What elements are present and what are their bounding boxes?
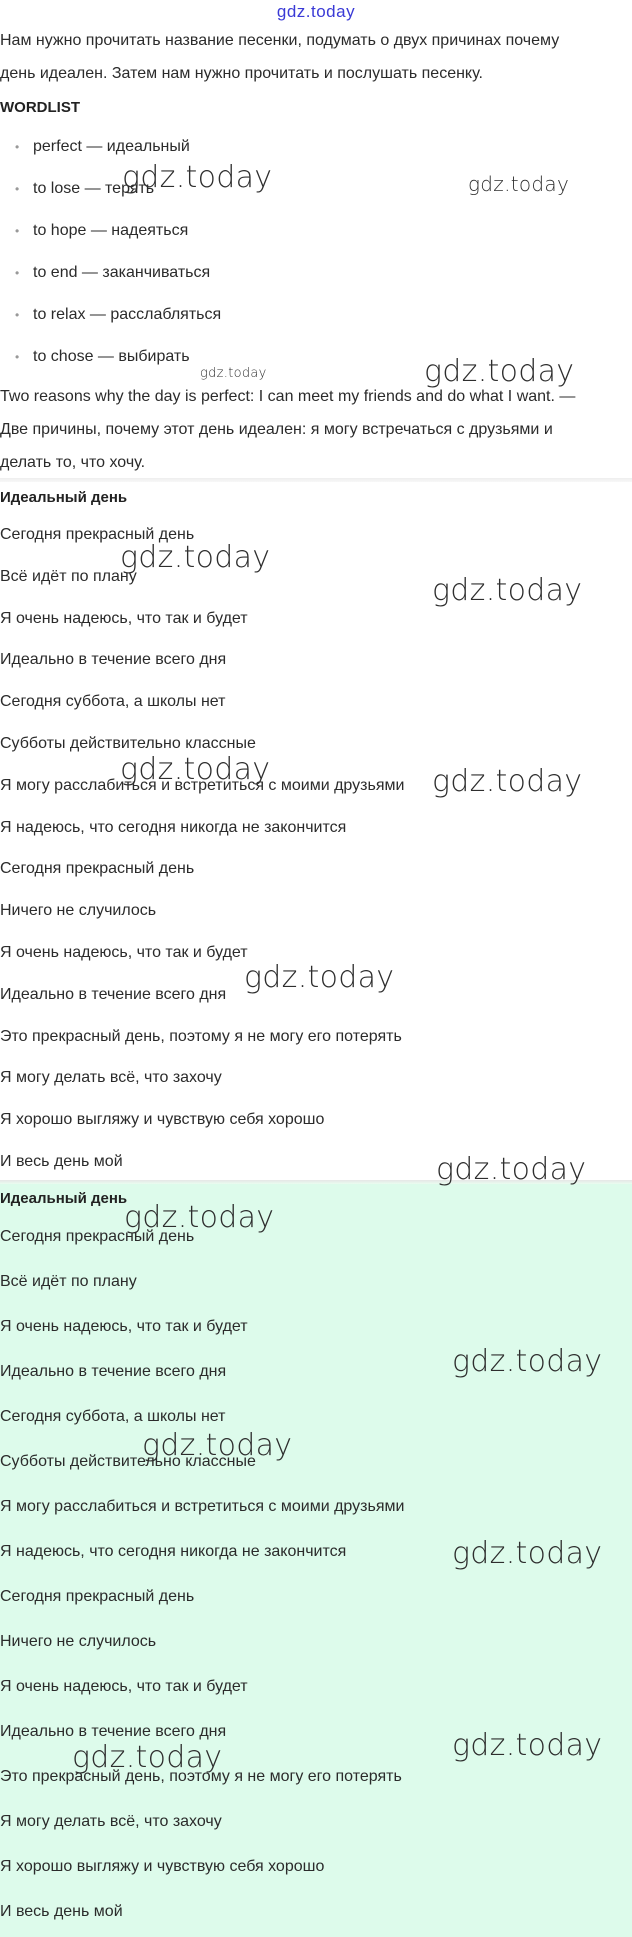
watermark: gdz.today (124, 1200, 275, 1235)
task-section (0, 24, 632, 480)
wordlist-heading: WORDLIST (0, 99, 80, 116)
song-line: Я могу расслабиться и встретиться с моими друзьями (0, 776, 405, 794)
song-line: Я могу делать всё, что захочу (0, 1069, 222, 1087)
song-line: Ничего не случилось (0, 1633, 157, 1650)
watermark: gdz.today (142, 1428, 293, 1463)
watermark: gdz.today (432, 764, 583, 799)
wordlist-item (0, 294, 632, 336)
site-logo[interactable]: gdz.today (276, 2, 356, 21)
wordlist-item (0, 168, 632, 210)
wordlist-item-text: to end — заканчиваться (33, 264, 211, 281)
answer-line-1: Two reasons why the day is perfect: I can meet my friends and do what I want. — (0, 388, 576, 405)
watermark: gdz.today (468, 172, 570, 196)
song-line: Я надеюсь, что сегодня никогда не закончится (0, 1543, 347, 1560)
song-line: Сегодня прекрасный день (0, 526, 195, 543)
song-line: Всё идёт по плану (0, 1273, 137, 1290)
wordlist-item-text: perfect — идеальный (33, 138, 190, 155)
watermark: gdz.today (452, 1344, 603, 1379)
song-line: Идеально в течение всего дня (0, 1723, 227, 1740)
song-repeat-section (0, 1184, 632, 1937)
song-line: Это прекрасный день, поэтому я не могу его потерять (0, 1027, 402, 1045)
song-line: Сегодня суббота, а школы нет (0, 1408, 226, 1425)
song-translation-section (0, 482, 632, 1182)
answer-line-2: Две причины, почему этот день идеален: я могу встречаться с друзьями и (0, 421, 553, 438)
watermark: gdz.today (424, 354, 575, 389)
bullet-icon: • (15, 140, 20, 154)
song-line: Это прекрасный день, поэтому я не могу его потерять (0, 1768, 402, 1785)
wordlist-item (0, 336, 632, 378)
bullet-icon: • (15, 224, 20, 238)
song-line: И весь день мой (0, 1152, 123, 1170)
wordlist-item (0, 126, 632, 168)
watermark: gdz.today (452, 1536, 603, 1571)
song-line: Сегодня прекрасный день (0, 1588, 195, 1605)
wordlist-item-text: to chose — выбирать (33, 348, 190, 365)
song-line: Идеально в течение всего дня (0, 651, 227, 669)
song-line: Идеально в течение всего дня (0, 985, 227, 1003)
song-line: Я очень надеюсь, что так и будет (0, 943, 248, 961)
song-line: Идеально в течение всего дня (0, 1363, 227, 1380)
song-line: Сегодня прекрасный день (0, 860, 195, 878)
wordlist-item-text: to hope — надеяться (33, 222, 189, 239)
watermark: gdz.today (452, 1728, 603, 1763)
watermark: gdz.today (72, 1740, 223, 1775)
song-line: Я могу делать всё, что захочу (0, 1813, 222, 1830)
song-lines (0, 1214, 632, 1934)
bullet-icon: • (15, 182, 20, 196)
wordlist-item (0, 210, 632, 252)
watermark: gdz.today (122, 160, 273, 195)
song-line: Я надеюсь, что сегодня никогда не закончится (0, 818, 347, 836)
song-line: Сегодня прекрасный день (0, 1228, 195, 1245)
instruction-line-1: Нам нужно прочитать название песенки, подумать о двух причинах почему (0, 32, 560, 49)
song-line: Я могу расслабиться и встретиться с моими друзьями (0, 1498, 405, 1515)
song-line: Субботы действительно классные (0, 734, 256, 752)
song-line: Я очень надеюсь, что так и будет (0, 609, 248, 627)
song-line: И весь день мой (0, 1903, 123, 1920)
song-line: Я хорошо выгляжу и чувствую себя хорошо (0, 1111, 325, 1129)
watermark: gdz.today (200, 366, 267, 381)
bullet-icon: • (15, 308, 20, 322)
answer-line-3: делать то, что хочу. (0, 454, 146, 471)
song-line: Сегодня суббота, а школы нет (0, 693, 226, 711)
watermark: gdz.today (120, 540, 271, 575)
song-line: Всё идёт по плану (0, 567, 137, 585)
wordlist-item-text: to lose — терять (33, 180, 155, 197)
song-lines (0, 514, 632, 1183)
watermark: gdz.today (436, 1152, 587, 1187)
wordlist-item (0, 252, 632, 294)
bullet-icon: • (15, 350, 20, 364)
wordlist-item-text: to relax — расслабляться (33, 306, 222, 323)
watermark: gdz.today (432, 573, 583, 608)
song-line: Ничего не случилось (0, 902, 157, 920)
bullet-icon: • (15, 266, 20, 280)
watermark: gdz.today (120, 752, 271, 787)
watermark: gdz.today (244, 960, 395, 995)
wordlist (0, 126, 632, 378)
song-title: Идеальный день (0, 1190, 128, 1207)
song-line: Я очень надеюсь, что так и будет (0, 1678, 248, 1695)
song-line: Я очень надеюсь, что так и будет (0, 1318, 248, 1335)
song-title: Идеальный день (0, 489, 128, 506)
song-line: Субботы действительно классные (0, 1453, 256, 1470)
song-line: Я хорошо выгляжу и чувствую себя хорошо (0, 1858, 325, 1875)
instruction-line-2: день идеален. Затем нам нужно прочитать и послушать песенку. (0, 65, 483, 82)
